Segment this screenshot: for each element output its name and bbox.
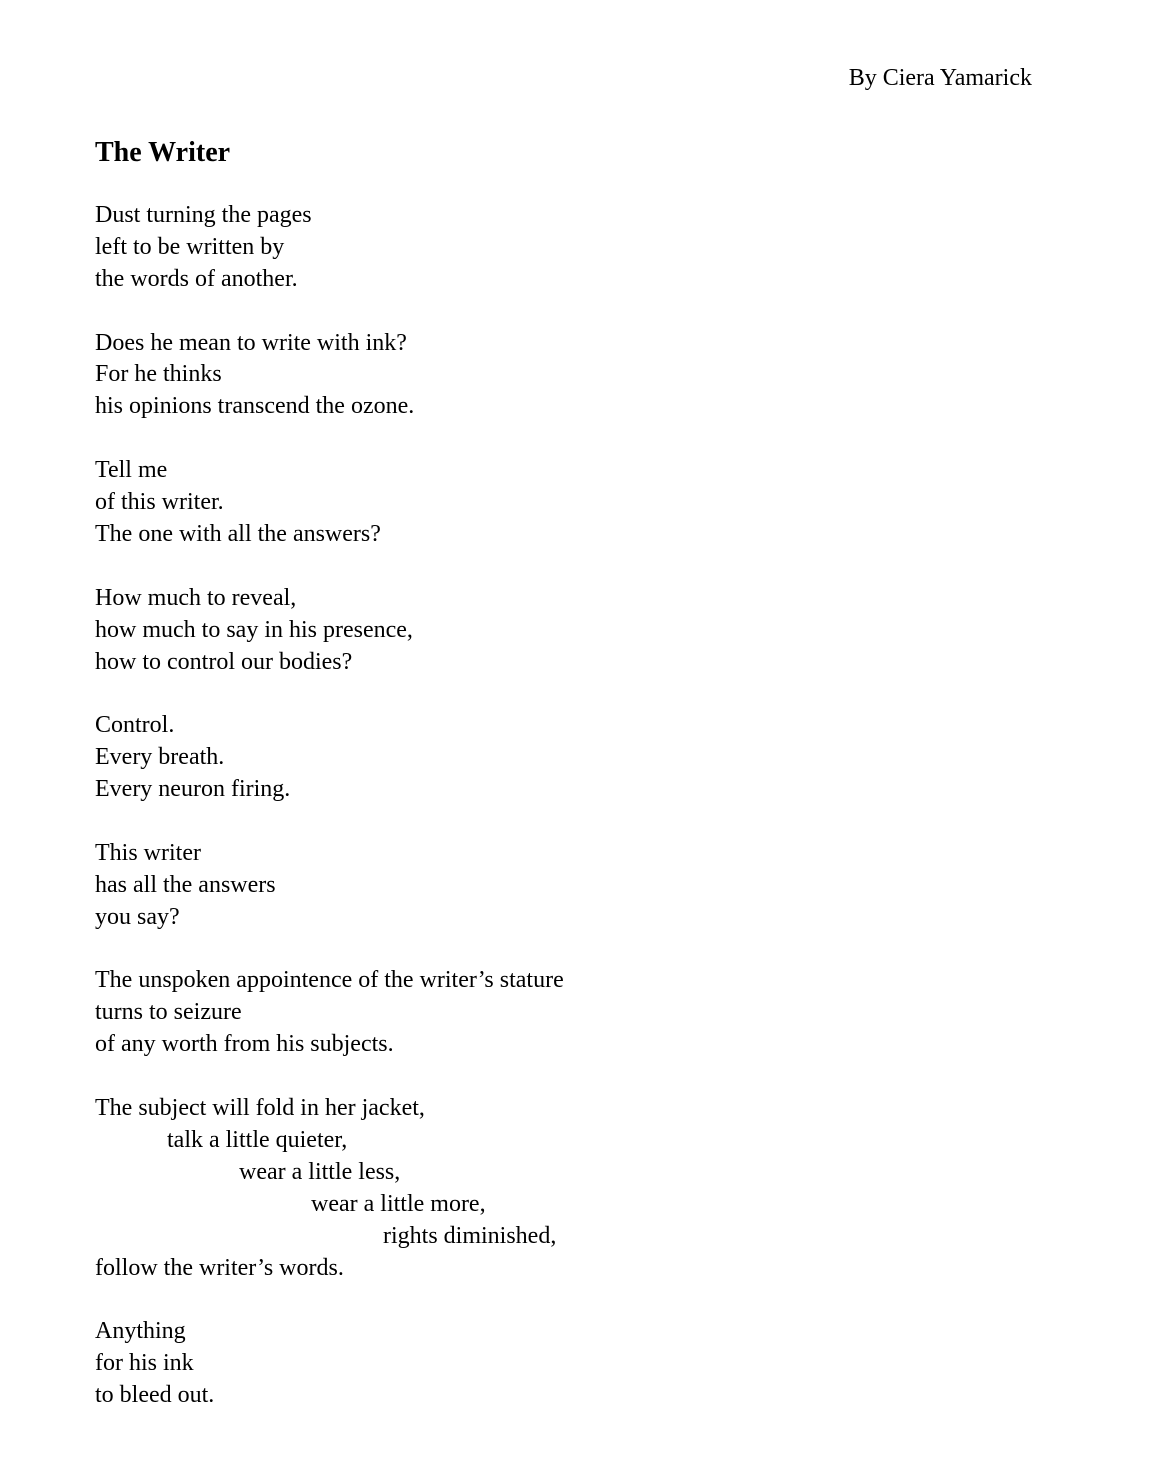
poem-line: of any worth from his subjects. (95, 1031, 394, 1058)
poem-line: The subject will fold in her jacket, (95, 1095, 425, 1122)
poem-line: This writer (95, 839, 201, 866)
poem-title: The Writer (95, 137, 231, 168)
poem-line: How much to reveal, (95, 584, 297, 611)
stanza-8 (95, 1093, 1095, 1284)
stanza-7 (95, 965, 1095, 1061)
poem-line: wear a little less, (239, 1158, 401, 1185)
poem-line: The unspoken appointence of the writer’s stature (95, 967, 564, 994)
poem-line: wear a little more, (311, 1190, 486, 1217)
poem-line: turns to seizure (95, 999, 242, 1026)
poem-line: Tell me (95, 457, 168, 484)
poem-line: for his ink (95, 1350, 194, 1377)
poem-line: talk a little quieter, (167, 1126, 348, 1153)
poem-line: Anything (95, 1318, 186, 1345)
poem-line: Every neuron firing. (95, 776, 291, 803)
poem-line: Does he mean to write with ink? (95, 329, 407, 356)
poem-line: Control. (95, 712, 175, 739)
poem-line: follow the writer’s words. (95, 1254, 344, 1281)
poem-line: Dust turning the pages (95, 202, 312, 228)
stanza-1 (95, 200, 1095, 296)
stanza-2 (95, 328, 1095, 424)
poem-line: For he thinks (95, 361, 222, 388)
stanza-5 (95, 710, 1095, 806)
stanza-9 (95, 1316, 1095, 1412)
poem-line: how much to say in his presence, (95, 616, 413, 643)
poem-line: has all the answers (95, 871, 276, 898)
stanza-3 (95, 455, 1095, 551)
poem-line: to bleed out. (95, 1382, 215, 1409)
poem-line: how to control our bodies? (95, 648, 353, 675)
stanza-6 (95, 838, 1095, 934)
poem-line: you say? (95, 903, 180, 930)
stanza-4 (95, 583, 1095, 679)
poem-line: of this writer. (95, 489, 224, 516)
poem-line: the words of another. (95, 265, 298, 292)
poem-body (95, 200, 1095, 1444)
poem-line: Every breath. (95, 744, 225, 771)
poem-line: left to be written by (95, 233, 285, 260)
poem-line: The one with all the answers? (95, 520, 381, 547)
poem-line: his opinions transcend the ozone. (95, 393, 415, 420)
byline: By Ciera Yamarick (848, 65, 1032, 91)
poem-line: rights diminished, (383, 1222, 557, 1249)
